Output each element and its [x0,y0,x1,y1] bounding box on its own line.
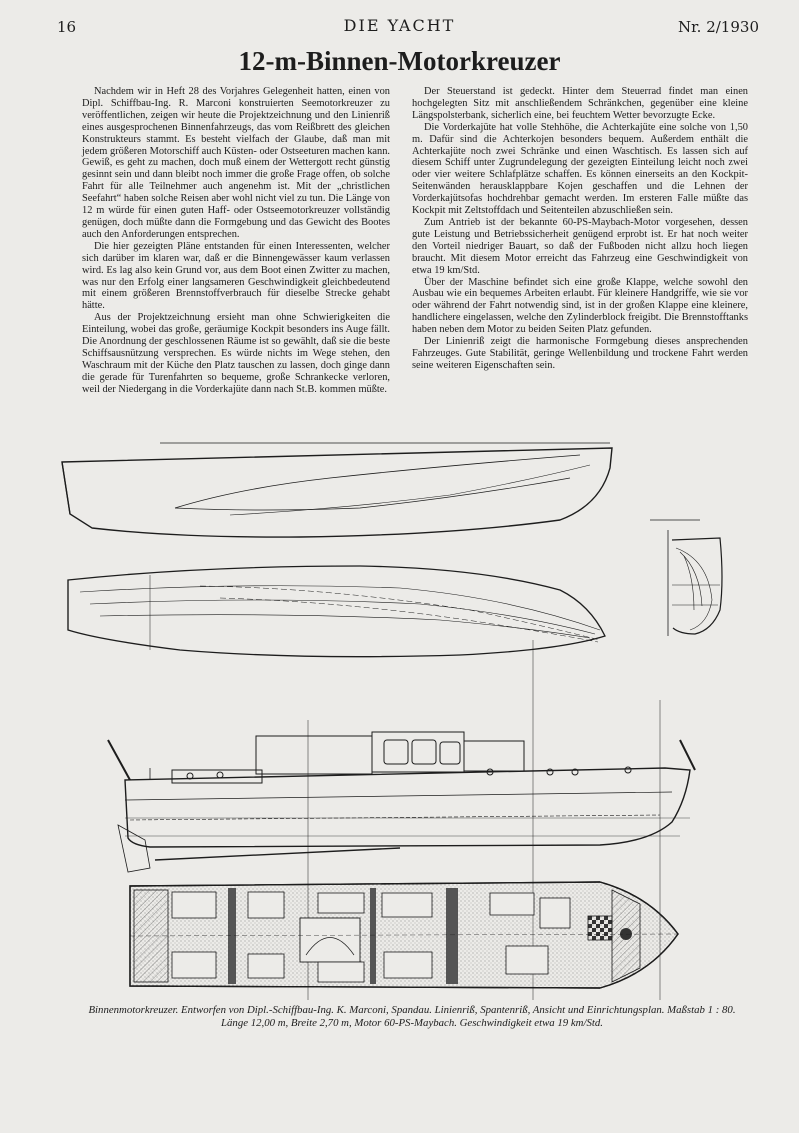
hull-profile-lines [62,448,612,537]
interior-plan [130,882,678,988]
page-number: 16 [57,18,77,36]
journal-name: DIE YACHT [343,16,456,35]
paragraph: Der Steuerstand ist gedeckt. Hinter dem Steuerrad findet man einen hochgelegten Sitz mit anschließendem Schränkchen, gegenüber eine kleine Längspolsterbank, sicherlich eine, bei feuchtem Wetter bevorzugte Ecke. [412,86,748,121]
issue-number: Nr. 2/1930 [678,18,759,36]
paragraph: Zum Antrieb ist der bekannte 60-PS-Maybach-Motor vorgesehen, dessen gute Leistung und Betriebssicherheit genügend erprobt ist. Er hat noch weiter den Vorteil niedriger Bauart, so daß der Fußboden nicht allzu hoch liegen braucht. Mit diesem Motor erreicht das Fahrzeug eine Geschwindigkeit von etwa 19 km/Std. [412,216,748,276]
side-elevation [108,732,695,872]
figure-caption: Binnenmotorkreuzer. Entworfen von Dipl.-Schiffbau-Ing. K. Marconi, Spandau. Linienriß, Spantenriß, Ansicht und Einrichtungsplan. Maßstab 1 : 80. Länge 12,00 m, Breite 2,70 m, Motor 60-PS-Maybach. Geschwindigkeit etwa 19 km/Std. [88,1004,736,1029]
paragraph: Der Linienriß zeigt die harmonische Formgebung dieses ansprechenden Fahrzeuges. Gute Stabilität, geringe Wellenbildung und trockene Fahrt werden seine weiteren Eigenschaften sein. [412,336,748,371]
paragraph: Die hier gezeigten Pläne entstanden für einen Interessenten, welcher sich darüber im klaren war, daß er die Binnengewässer kaum verlassen wird. Es lag also kein Grund vor, aus dem Boot einen Zwitter zu machen, was nur den Erfolg einer langsameren Geschwindigkeit gleichbedeutend mit einem größeren Brennstoffverbrauch für dieselbe Strecke gehabt hätte. [82,240,390,312]
article-title: 12-m-Binnen-Motorkreuzer [238,46,561,76]
paragraph: Nachdem wir in Heft 28 des Vorjahres Gelegenheit hatten, einen von Dipl. Schiffbau-Ing. R. Marconi konstruierten Seemotorkreuzer zu veröffentlichen, zeigen wir heute die Projektzeichnung und den Linienriß eines ausgesprochenen Binnenfahrzeugs, das vom Reißbrett des gleichen Konstrukteurs stammt. Es besteht vielfach der Glaube, daß man mit jedem größeren Motorschiff auch Küsten- oder Ostseeturen machen kann. Gewiß, es geht zu machen, doch muß einem der Wettergott recht günstig gesinnt sein und dann bleibt noch immer die große Frage offen, ob solche Fahrt für alle Teilnehmer auch angenehm ist. Mit der „christlichen Seefahrt“ haben solche Reisen aber wohl nicht viel zu tun. Die Länge von 12 m würde für einen guten Haff- oder Ostseemotorkreuzer vollständig genügen, doch müßte dann die Formgebung und das Gewicht des Bootes auch den Anforderungen entsprechen. [82,86,390,240]
body-plan [650,520,722,636]
paragraph: Aus der Projektzeichnung ersieht man ohne Schwierigkeiten die Einteilung, wobei das große, geräumige Kockpit besonders ins Auge fällt. Die Anordnung der geschlossenen Räume ist so gewählt, daß sie die beste Schiffsausnützung versprechen. Es würde nichts im Wege stehen, den Waschraum mit der Küche den Platz tauschen zu lassen, doch ginge dann die gerade für Turenfahrten so bequeme, große Schrankecke verloren, weil der Niedergang in die Vorderkajüte dann nach St.B. kommen müßte. [82,312,390,395]
half-breadth-plan [68,566,605,657]
paragraph: Die Vorderkajüte hat volle Stehhöhe, die Achterkajüte eine solche von 1,50 m. Dafür sind die Achterkojen besonders bequem. Außerdem enthält die Achterkajüte noch zwei Schränke und einen Waschtisch. Es lassen sich auf diesem Schiff unter Zugrundelegung der gezeigten Einteilung leicht noch zwei oder vier weitere Schlafplätze schaffen. Es können einerseits an den Kockpit-Seitenwänden herausklappbare Kojen geschaffen und die Lehnen der Vorderkajütsofas hochdrehbar gemacht werden. Im ersteren Falle müßte das Kockpit mit Zeltstoffdach und Seitenteilen abzuschließen sein. [412,121,748,217]
paragraph: Über der Maschine befindet sich eine große Klappe, welche sowohl den Ausbau wie ein bequemes Arbeiten erlaubt. Für kleinere Handgriffe, wie sie vor oder während der Fahrt notwendig sind, ist in der großen Klappe eine kleinere, handlichere eingelassen, welche den Zylinderblock freigibt. Die Brennstofftanks haben neben dem Motor zu beiden Seiten Platz gefunden. [412,276,748,336]
